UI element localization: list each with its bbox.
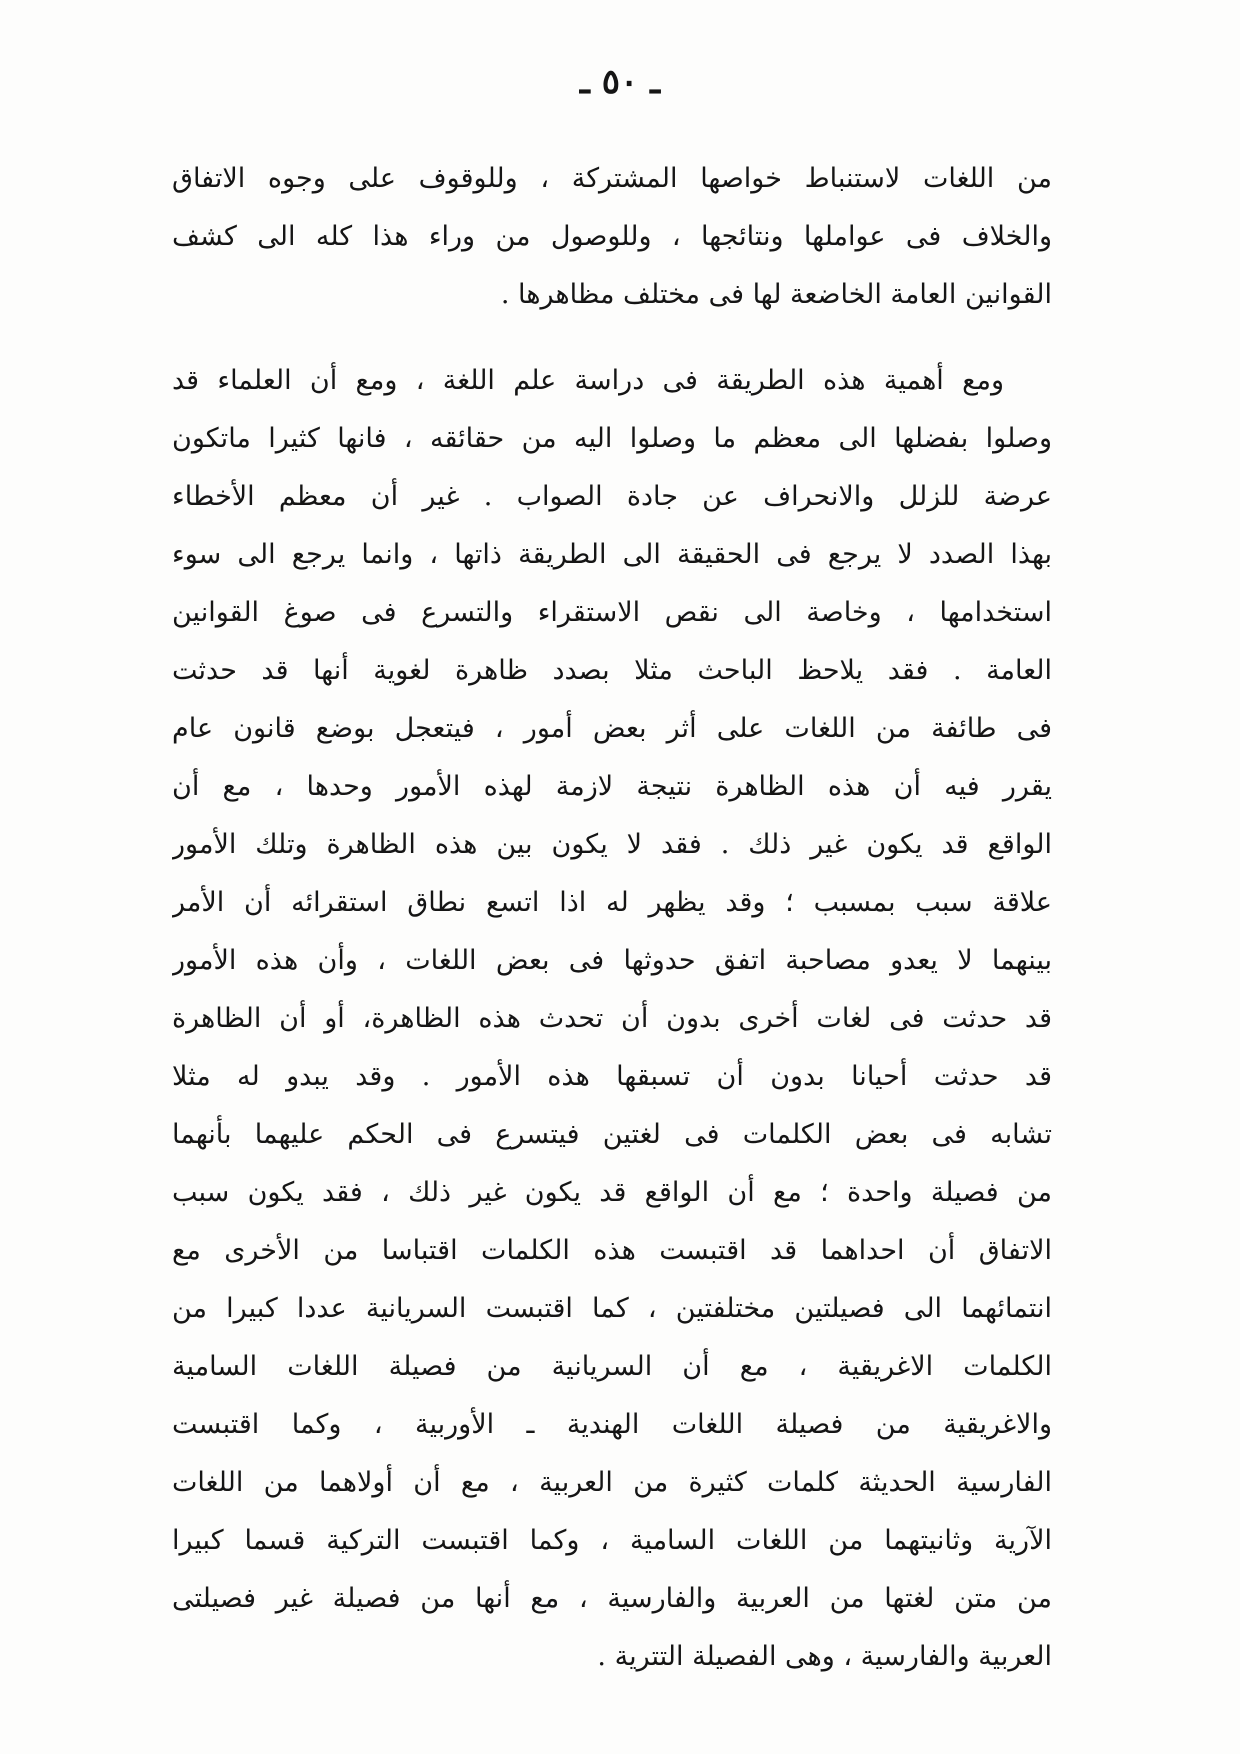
paragraph-1 bbox=[172, 150, 1052, 324]
text-line: قد حدثت أحيانا بدون أن تسبقها هذه الأمور . وقد يبدو له مثلا bbox=[172, 1061, 1052, 1092]
text-line: والخلاف فى عواملها ونتائجها ، وللوصول من وراء هذا كله الى كشف bbox=[172, 221, 1052, 252]
text-line: الكلمات الاغريقية ، مع أن السريانية من فصيلة اللغات السامية bbox=[172, 1351, 1052, 1382]
text-line: من فصيلة واحدة ؛ مع أن الواقع قد يكون غير ذلك ، فقد يكون سبب bbox=[172, 1177, 1052, 1208]
text-line: علاقة سبب بمسبب ؛ وقد يظهر له اذا اتسع نطاق استقرائه أن الأمر bbox=[172, 887, 1052, 918]
text-line: انتمائهما الى فصيلتين مختلفتين ، كما اقتبست السريانية عددا كبيرا من bbox=[172, 1293, 1052, 1324]
text-line: وصلوا بفضلها الى معظم ما وصلوا اليه من حقائقه ، فانها كثيرا ماتكون bbox=[172, 423, 1052, 454]
text-line: الواقع قد يكون غير ذلك . فقد لا يكون بين هذه الظاهرة وتلك الأمور bbox=[172, 829, 1052, 860]
text-line: عرضة للزلل والانحراف عن جادة الصواب . غير أن معظم الأخطاء bbox=[172, 481, 1052, 512]
text-line: والاغريقية من فصيلة اللغات الهندية ـ الأوربية ، وكما اقتبست bbox=[172, 1409, 1052, 1440]
text-line: من متن لغتها من العربية والفارسية ، مع أنها من فصيلة غير فصيلتى bbox=[172, 1583, 1052, 1614]
text-line: تشابه فى بعض الكلمات فى لغتين فيتسرع فى الحكم عليهما بأنهما bbox=[172, 1119, 1052, 1150]
text-line: الآرية وثانيتهما من اللغات السامية ، وكما اقتبست التركية قسما كبيرا bbox=[172, 1525, 1052, 1556]
text-line: العربية والفارسية ، وهى الفصيلة التترية . bbox=[597, 1641, 1052, 1672]
text-line: استخدامها ، وخاصة الى نقص الاستقراء والتسرع فى صوغ القوانين bbox=[172, 597, 1052, 628]
text-line: بهذا الصدد لا يرجع فى الحقيقة الى الطريقة ذاتها ، وانما يرجع الى سوء bbox=[172, 539, 1052, 570]
text-line: بينهما لا يعدو مصاحبة اتفق حدوثها فى بعض اللغات ، وأن هذه الأمور bbox=[172, 945, 1052, 976]
text-line: ومع أهمية هذه الطريقة فى دراسة علم اللغة ، ومع أن العلماء قد bbox=[172, 365, 1004, 396]
text-line: الاتفاق أن احداهما قد اقتبست هذه الكلمات اقتباسا من الأخرى مع bbox=[172, 1235, 1052, 1266]
page-number: ـ ٥٠ ـ bbox=[579, 62, 661, 102]
text-line: قد حدثت فى لغات أخرى بدون أن تحدث هذه الظاهرة، أو أن الظاهرة bbox=[172, 1003, 1052, 1034]
paragraph-2 bbox=[172, 352, 1052, 1686]
text-line: يقرر فيه أن هذه الظاهرة نتيجة لازمة لهذه الأمور وحدها ، مع أن bbox=[172, 771, 1052, 802]
text-line: من اللغات لاستنباط خواصها المشتركة ، وللوقوف على وجوه الاتفاق bbox=[172, 163, 1052, 194]
text-line: العامة . فقد يلاحظ الباحث مثلا بصدد ظاهرة لغوية أنها قد حدثت bbox=[172, 655, 1052, 686]
text-line: فى طائفة من اللغات على أثر بعض أمور ، فيتعجل بوضع قانون عام bbox=[172, 713, 1052, 744]
text-line: القوانين العامة الخاضعة لها فى مختلف مظاهرها . bbox=[500, 279, 1052, 310]
text-line: الفارسية الحديثة كلمات كثيرة من العربية ، مع أن أولاهما من اللغات bbox=[172, 1467, 1052, 1498]
